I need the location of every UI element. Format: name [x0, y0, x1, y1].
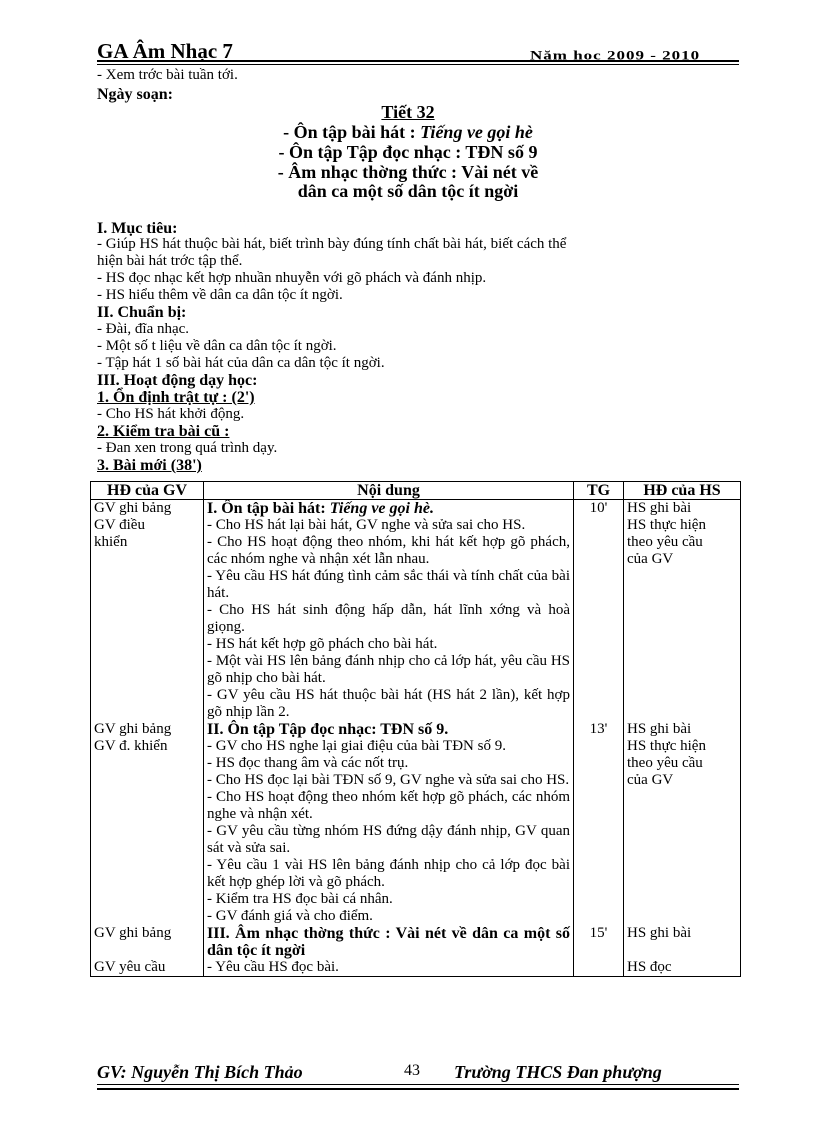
objective-line-4: - HS hiểu thêm về dân ca dân tộc ít ngời. — [97, 287, 343, 303]
row1-title — [207, 500, 570, 517]
footer-school: Trường THCS Đan phượng — [454, 1062, 662, 1082]
header-rule-thin — [97, 64, 739, 65]
row2-item: - GV cho HS nghe lại giai điệu của bài TĐN số 9. — [207, 738, 506, 754]
date-label: Ngày soạn: — [97, 86, 174, 103]
row1-gv-line: khiển — [94, 534, 128, 550]
row2-item: - GV đánh giá và cho điểm. — [207, 908, 373, 924]
title-line-4: dân ca một số dân tộc ít ngời — [297, 181, 519, 201]
row1-teacher-cell — [91, 500, 204, 722]
row1-item: - GV yêu cầu HS hát thuộc bài hát (HS hát 2 lần), kết hợp gõ nhịp lần 2. — [207, 687, 570, 720]
row2-item: - GV yêu cầu từng nhóm HS đứng dậy đánh nhịp, GV quan sát và sửa sai. — [207, 823, 570, 856]
activity-2-title: 2. Kiểm tra bài cũ : — [97, 423, 230, 440]
section-objectives-title: I. Mục tiêu: — [97, 220, 178, 237]
row2-hs-line: HS ghi bài — [627, 721, 692, 737]
title-line-1 — [0, 123, 816, 141]
row3-time-cell: 15' — [574, 925, 624, 959]
prev-task-line: - Xem trớc bài tuần tới. — [97, 67, 238, 83]
preparation-line-3: - Tập hát 1 số bài hát của dân ca dân tộc ít ngời. — [97, 355, 385, 371]
row4-teacher-cell: GV yêu cầu — [91, 959, 204, 977]
footer-teacher: GV: Nguyễn Thị Bích Thảo — [97, 1062, 303, 1082]
objective-line-3: - HS đọc nhạc kết hợp nhuần nhuyễn với gõ phách và đánh nhịp. — [97, 270, 487, 286]
row1-student-cell — [624, 500, 741, 722]
lesson-number: Tiết 32 — [381, 102, 435, 122]
header-content: Nội dung — [204, 482, 574, 500]
row2-hs-line: theo yêu cầu — [627, 755, 703, 771]
row1-hs-line: theo yêu cầu — [627, 534, 703, 550]
row3-content-cell: III. Âm nhạc thờng thức : Vài nét về dân ca một số dân tộc ít ngời — [204, 925, 574, 959]
row2-content-cell — [204, 721, 574, 925]
header-subject: GA Âm Nhạc 7 — [97, 39, 233, 63]
row3-student-cell: HS ghi bài — [624, 925, 741, 959]
row1-item: - Một vài HS lên bảng đánh nhịp cho cả lớp hát, yêu cầu HS gõ nhịp cho bài hát. — [207, 653, 570, 686]
lesson-table — [90, 481, 741, 977]
title-line-2: - Ôn tập Tập đọc nhạc : TĐN số 9 — [278, 142, 538, 162]
row1-hs-line: của GV — [627, 551, 674, 567]
activity-3-title: 3. Bài mới (38') — [97, 457, 202, 474]
header-school-year: Năm học 2009 - 2010 — [530, 48, 701, 63]
table-row — [91, 925, 741, 959]
title-line-1-prefix: - Ôn tập bài hát : — [283, 122, 421, 142]
activity-1-line: - Cho HS hát khởi động. — [97, 406, 245, 422]
footer-page-number: 43 — [404, 1062, 420, 1079]
preparation-line-1: - Đài, đĩa nhạc. — [97, 321, 190, 337]
row4-content-cell: - Yêu cầu HS đọc bài. — [204, 959, 574, 977]
row1-gv-line: GV điều — [94, 517, 145, 533]
row2-item: - Cho HS hoạt động theo nhóm kết hợp gõ phách, các nhóm nghe và nhận xét. — [207, 789, 570, 822]
row2-item: - Yêu cầu 1 vài HS lên bảng đánh nhịp cho cả lớp đọc bài kết hợp ghép lời và gõ phách. — [207, 857, 570, 890]
row2-hs-line: HS thực hiện — [627, 738, 706, 754]
activity-1-title: 1. Ổn định trật tự : (2') — [97, 389, 255, 406]
row2-item: - Cho HS đọc lại bài TĐN số 9, GV nghe và sửa sai cho HS. — [207, 772, 570, 788]
title-line-3: - Âm nhạc thờng thức : Vài nét về — [277, 162, 539, 182]
row4-student-cell: HS đọc — [624, 959, 741, 977]
title-line-1-song: Tiếng ve gọi hè — [420, 122, 533, 142]
row2-student-cell — [624, 721, 741, 925]
objective-line-2: hiện bài hát trớc tập thể. — [97, 253, 243, 269]
row1-item: - Yêu cầu HS hát đúng tình cảm sắc thái và tính chất của bài hát. — [207, 568, 570, 601]
row3-teacher-cell: GV ghi bảng — [91, 925, 204, 959]
row1-item: - Cho HS hát sinh động hấp dẫn, hát lĩnh xớng và hoà giọng. — [207, 602, 570, 635]
header-teacher-activity: HĐ của GV — [91, 482, 204, 500]
row1-gv-line: GV ghi bảng — [94, 500, 172, 516]
section-preparation-title: II. Chuẩn bị: — [97, 304, 187, 321]
row1-content-cell — [204, 500, 574, 722]
header-rule — [97, 60, 739, 62]
table-row — [91, 500, 741, 722]
row1-time-cell: 10' — [574, 500, 624, 722]
table-row — [91, 959, 741, 977]
row2-time-cell: 13' — [574, 721, 624, 925]
row1-hs-line: HS thực hiện — [627, 517, 706, 533]
row1-hs-line: HS ghi bài — [627, 500, 692, 516]
row2-title: II. Ôn tập Tập đọc nhạc: TĐN số 9. — [207, 721, 449, 738]
table-header-row — [91, 482, 741, 500]
row2-teacher-cell — [91, 721, 204, 925]
row1-item: - Cho HS hát lại bài hát, GV nghe và sửa sai cho HS. — [207, 517, 526, 533]
header-student-activity: HĐ của HS — [624, 482, 741, 500]
preparation-line-2: - Một số t liệu về dân ca dân tộc ít ngời. — [97, 338, 337, 354]
row1-title-prefix: I. Ôn tập bài hát: — [207, 500, 330, 517]
row2-gv-line: GV ghi bảng — [94, 721, 172, 737]
row1-item: - Cho HS hoạt động theo nhóm, khi hát kết hợp gõ phách, các nhóm nghe và nhận xét lẫn nhau. — [207, 534, 570, 567]
section-activities-title: III. Hoạt động dạy học: — [97, 372, 258, 389]
header-time: TG — [574, 482, 624, 500]
footer-rule — [97, 1088, 739, 1090]
activity-2-line: - Đan xen trong quá trình dạy. — [97, 440, 278, 456]
row1-title-song: Tiếng ve gọi hè. — [329, 500, 434, 517]
row1-item: - HS hát kết hợp gõ phách cho bài hát. — [207, 636, 438, 652]
row2-item: - HS đọc thang âm và các nốt trụ. — [207, 755, 409, 771]
footer-rule-thin — [97, 1084, 739, 1085]
row2-gv-line: GV đ. khiển — [94, 738, 168, 754]
objective-line-1: - Giúp HS hát thuộc bài hát, biết trình bày đúng tính chất bài hát, biết cách thể — [97, 236, 567, 252]
row2-item: - Kiểm tra HS đọc bài cá nhân. — [207, 891, 393, 907]
row4-time-cell — [574, 959, 624, 977]
table-row — [91, 721, 741, 925]
row2-hs-line: của GV — [627, 772, 674, 788]
